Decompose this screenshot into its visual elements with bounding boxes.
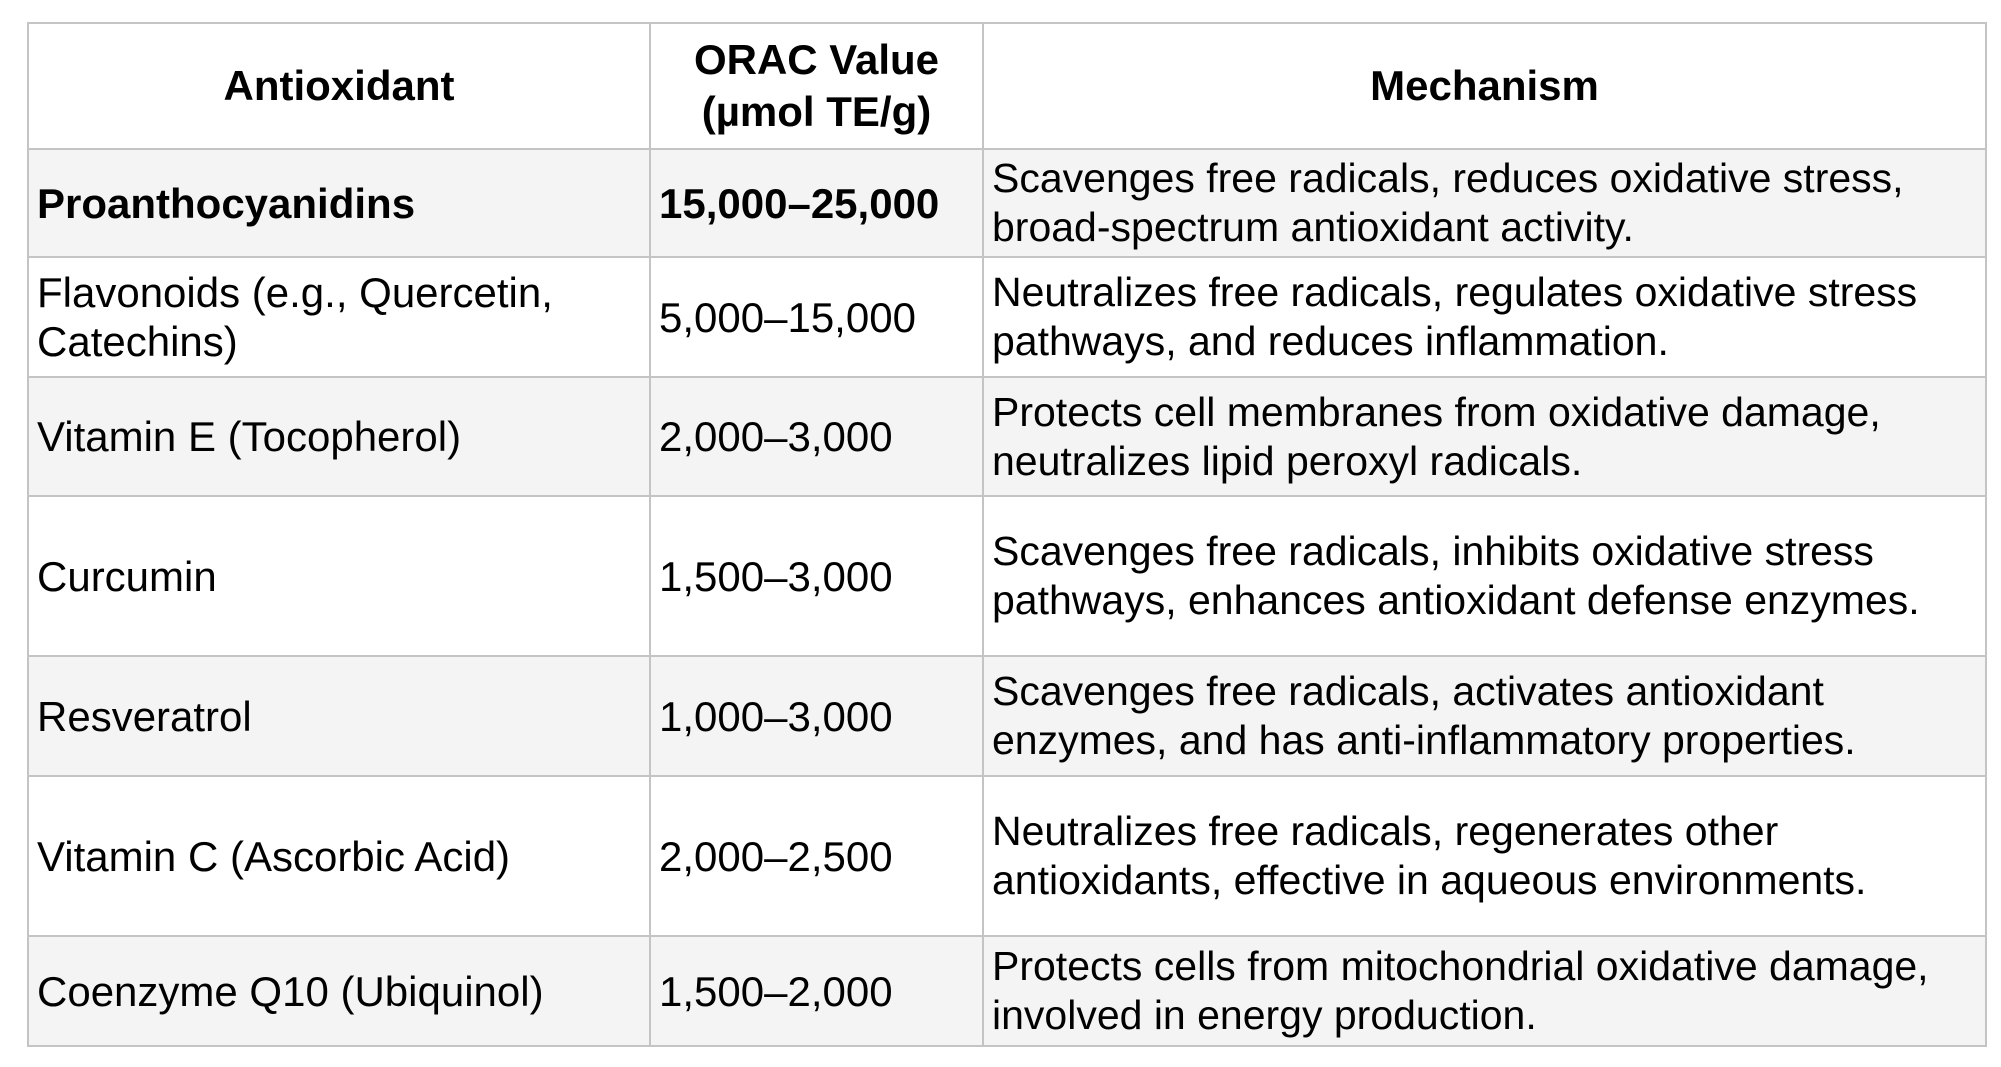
cell-antioxidant: Vitamin E (Tocopherol) [28, 377, 650, 496]
cell-orac-value: 15,000–25,000 [650, 149, 983, 257]
cell-mechanism: Neutralizes free radicals, regenerates other antioxidants, effective in aqueous environments. [983, 776, 1986, 936]
cell-mechanism: Neutralizes free radicals, regulates oxidative stress pathways, and reduces inflammation. [983, 257, 1986, 377]
cell-antioxidant: Vitamin C (Ascorbic Acid) [28, 776, 650, 936]
cell-antioxidant: Curcumin [28, 496, 650, 656]
antioxidant-table-container [27, 22, 1987, 1047]
cell-orac-value: 2,000–3,000 [650, 377, 983, 496]
table-row [28, 936, 1986, 1046]
table-row [28, 656, 1986, 776]
table-row [28, 496, 1986, 656]
table-header-row [28, 23, 1986, 149]
antioxidant-table [27, 22, 1987, 1047]
cell-orac-value: 2,000–2,500 [650, 776, 983, 936]
table-row [28, 149, 1986, 257]
header-antioxidant: Antioxidant [28, 23, 650, 149]
cell-orac-value: 5,000–15,000 [650, 257, 983, 377]
cell-orac-value: 1,000–3,000 [650, 656, 983, 776]
header-orac-value: ORAC Value (µmol TE/g) [650, 23, 983, 149]
cell-antioxidant: Flavonoids (e.g., Quercetin, Catechins) [28, 257, 650, 377]
cell-mechanism: Protects cells from mitochondrial oxidative damage, involved in energy production. [983, 936, 1986, 1046]
cell-orac-value: 1,500–3,000 [650, 496, 983, 656]
header-mechanism: Mechanism [983, 23, 1986, 149]
cell-mechanism: Scavenges free radicals, reduces oxidative stress, broad-spectrum antioxidant activity. [983, 149, 1986, 257]
cell-mechanism: Protects cell membranes from oxidative damage, neutralizes lipid peroxyl radicals. [983, 377, 1986, 496]
cell-antioxidant: Coenzyme Q10 (Ubiquinol) [28, 936, 650, 1046]
cell-orac-value: 1,500–2,000 [650, 936, 983, 1046]
cell-mechanism: Scavenges free radicals, inhibits oxidative stress pathways, enhances antioxidant defense enzymes. [983, 496, 1986, 656]
cell-antioxidant: Resveratrol [28, 656, 650, 776]
cell-mechanism: Scavenges free radicals, activates antioxidant enzymes, and has anti-inflammatory properties. [983, 656, 1986, 776]
table-row [28, 257, 1986, 377]
table-row [28, 377, 1986, 496]
cell-antioxidant: Proanthocyanidins [28, 149, 650, 257]
table-row [28, 776, 1986, 936]
